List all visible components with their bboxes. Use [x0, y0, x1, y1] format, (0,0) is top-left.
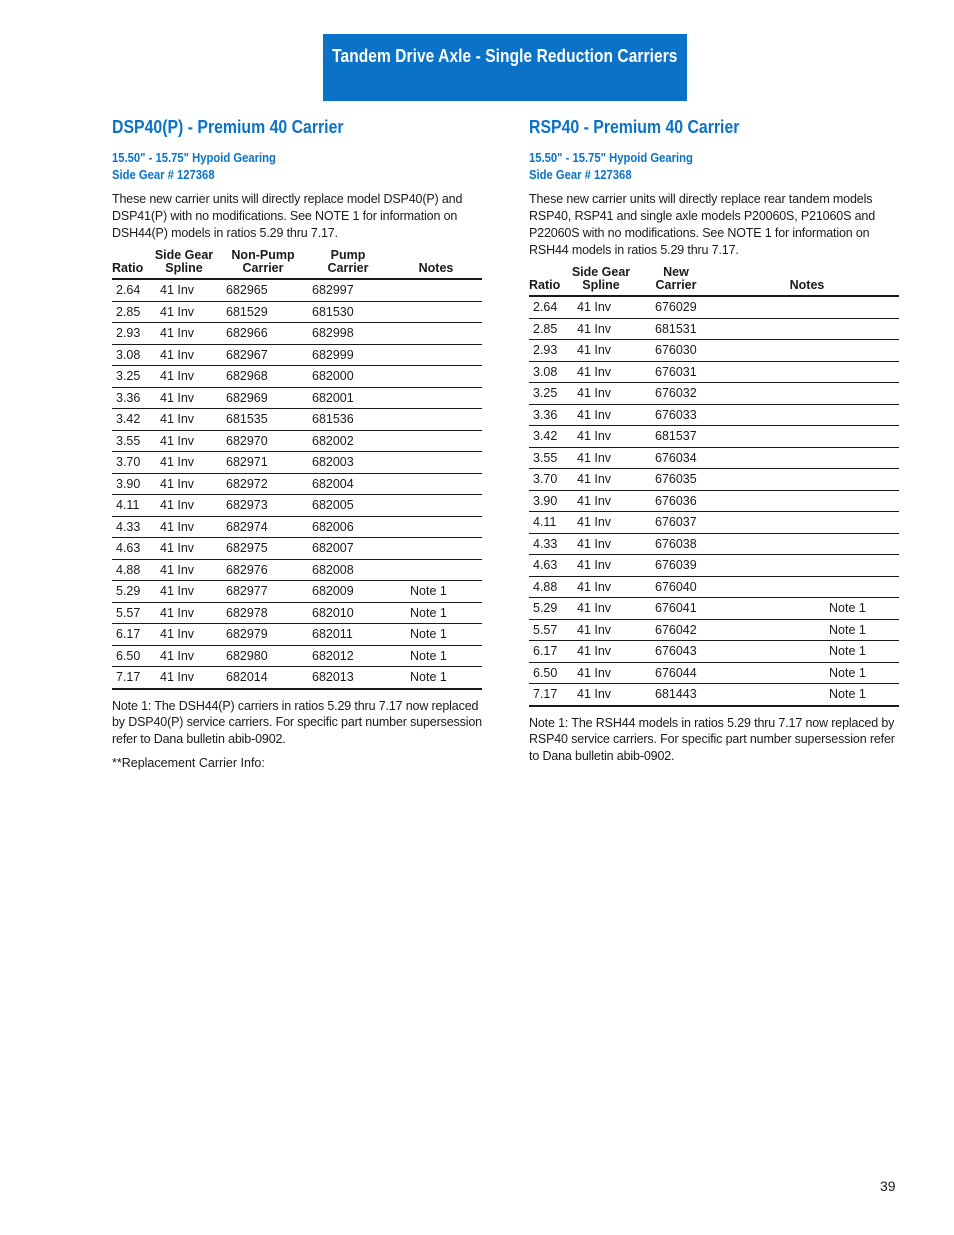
new-carrier-cell: 676030: [637, 340, 715, 362]
ratio-cell: 2.93: [529, 340, 565, 362]
non-pump-carrier-cell: 682970: [220, 430, 306, 452]
ratio-cell: 4.88: [112, 559, 148, 581]
notes-cell: [715, 533, 899, 555]
table-row: [529, 361, 899, 383]
rsp40-gearing: 15.50" - 15.75" Hypoid Gearing: [529, 151, 693, 165]
spline-cell: 41 Inv: [148, 301, 220, 323]
notes-cell: [715, 404, 899, 426]
table-row: [112, 452, 482, 474]
notes-cell: Note 1: [715, 684, 899, 706]
header-notes: Notes: [715, 266, 899, 296]
new-carrier-cell: 676037: [637, 512, 715, 534]
spline-cell: 41 Inv: [148, 559, 220, 581]
ratio-cell: 3.70: [529, 469, 565, 491]
non-pump-carrier-cell: 682971: [220, 452, 306, 474]
notes-cell: [715, 447, 899, 469]
new-carrier-cell: 676042: [637, 619, 715, 641]
table-row: [529, 296, 899, 318]
spline-cell: 41 Inv: [565, 641, 637, 663]
new-carrier-cell: 676029: [637, 296, 715, 318]
non-pump-carrier-cell: 682969: [220, 387, 306, 409]
table-row: [112, 667, 482, 689]
ratio-cell: 5.57: [112, 602, 148, 624]
table-header-row: [112, 249, 482, 279]
spline-cell: 41 Inv: [565, 662, 637, 684]
spline-cell: 41 Inv: [148, 602, 220, 624]
notes-cell: [715, 512, 899, 534]
notes-cell: [390, 452, 482, 474]
spline-cell: 41 Inv: [148, 581, 220, 603]
notes-cell: [390, 430, 482, 452]
notes-cell: Note 1: [715, 619, 899, 641]
ratio-cell: 5.29: [112, 581, 148, 603]
header-ratio: Ratio: [112, 249, 148, 279]
pump-carrier-cell: 682006: [306, 516, 390, 538]
table-row: [112, 538, 482, 560]
table-row: [529, 619, 899, 641]
table-row: [112, 279, 482, 301]
notes-cell: [715, 318, 899, 340]
ratio-cell: 3.36: [112, 387, 148, 409]
non-pump-carrier-cell: 682972: [220, 473, 306, 495]
non-pump-carrier-cell: 681535: [220, 409, 306, 431]
new-carrier-cell: 676044: [637, 662, 715, 684]
spline-cell: 41 Inv: [148, 279, 220, 301]
page-number: 39: [880, 1178, 896, 1194]
ratio-cell: 3.25: [112, 366, 148, 388]
table-row: [112, 430, 482, 452]
spline-cell: 41 Inv: [565, 576, 637, 598]
notes-cell: Note 1: [390, 667, 482, 689]
table-row: [529, 426, 899, 448]
spline-cell: 41 Inv: [148, 538, 220, 560]
pump-carrier-cell: 682003: [306, 452, 390, 474]
new-carrier-cell: 681531: [637, 318, 715, 340]
table-row: [112, 473, 482, 495]
notes-cell: [390, 516, 482, 538]
dsp40-gearing: 15.50" - 15.75" Hypoid Gearing: [112, 151, 276, 165]
ratio-cell: 4.33: [529, 533, 565, 555]
replacement-carrier-info: **Replacement Carrier Info:: [112, 756, 265, 770]
ratio-cell: 6.50: [112, 645, 148, 667]
spline-cell: 41 Inv: [148, 323, 220, 345]
header-side-gear-spline: Side Gear Spline: [148, 249, 220, 279]
rsp40-table: [529, 266, 899, 707]
spline-cell: 41 Inv: [565, 447, 637, 469]
notes-cell: Note 1: [715, 598, 899, 620]
notes-cell: [390, 323, 482, 345]
header-side-gear-spline: Side Gear Spline: [565, 266, 637, 296]
table-row: [112, 602, 482, 624]
pump-carrier-cell: 682009: [306, 581, 390, 603]
notes-cell: [390, 344, 482, 366]
ratio-cell: 5.29: [529, 598, 565, 620]
notes-cell: [390, 495, 482, 517]
table-row: [529, 684, 899, 706]
spline-cell: 41 Inv: [565, 555, 637, 577]
ratio-cell: 4.63: [529, 555, 565, 577]
spline-cell: 41 Inv: [148, 387, 220, 409]
non-pump-carrier-cell: 682973: [220, 495, 306, 517]
spline-cell: 41 Inv: [148, 516, 220, 538]
spline-cell: 41 Inv: [565, 512, 637, 534]
new-carrier-cell: 676034: [637, 447, 715, 469]
table-row: [529, 404, 899, 426]
table-row: [112, 581, 482, 603]
notes-cell: Note 1: [390, 624, 482, 646]
spline-cell: 41 Inv: [565, 490, 637, 512]
header-notes: Notes: [390, 249, 482, 279]
header-pump-carrier: Pump Carrier: [306, 249, 390, 279]
spline-cell: 41 Inv: [148, 645, 220, 667]
spline-cell: 41 Inv: [565, 619, 637, 641]
non-pump-carrier-cell: 682979: [220, 624, 306, 646]
pump-carrier-cell: 682001: [306, 387, 390, 409]
table-row: [112, 301, 482, 323]
notes-cell: Note 1: [390, 581, 482, 603]
table-row: [529, 641, 899, 663]
table-row: [112, 409, 482, 431]
table-row: [529, 469, 899, 491]
non-pump-carrier-cell: 682980: [220, 645, 306, 667]
table-row: [112, 624, 482, 646]
rsp40-note-1: Note 1: The RSH44 models in ratios 5.29 thru 7.17 now replaced by RSP40 service carriers. For specific part number supersession refer to Dana bulletin abib-0902.: [529, 715, 895, 763]
ratio-cell: 3.55: [112, 430, 148, 452]
ratio-cell: 6.17: [112, 624, 148, 646]
table-row: [112, 323, 482, 345]
notes-cell: [715, 296, 899, 318]
spline-cell: 41 Inv: [565, 296, 637, 318]
dsp40-side-gear: Side Gear # 127368: [112, 168, 215, 182]
notes-cell: [390, 301, 482, 323]
non-pump-carrier-cell: 682977: [220, 581, 306, 603]
spline-cell: 41 Inv: [565, 340, 637, 362]
rsp40-intro: These new carrier units will directly replace rear tandem models RSP40, RSP41 and single axle models P20060S, P21060S and P22060S with no modifications. See NOTE 1 for information on RSH44 models in ratios 5.29 thru 7.17.: [529, 192, 876, 257]
notes-cell: [390, 538, 482, 560]
non-pump-carrier-cell: 681529: [220, 301, 306, 323]
table-row: [529, 533, 899, 555]
spline-cell: 41 Inv: [148, 495, 220, 517]
ratio-cell: 3.25: [529, 383, 565, 405]
ratio-cell: 7.17: [529, 684, 565, 706]
rsp40-section: [529, 116, 899, 764]
spline-cell: 41 Inv: [148, 409, 220, 431]
banner-title: Tandem Drive Axle - Single Reduction Carriers: [332, 46, 678, 66]
new-carrier-cell: 676032: [637, 383, 715, 405]
notes-cell: [390, 387, 482, 409]
spline-cell: 41 Inv: [148, 473, 220, 495]
ratio-cell: 2.64: [529, 296, 565, 318]
dsp40-table: [112, 249, 482, 690]
table-row: [112, 516, 482, 538]
table-row: [112, 645, 482, 667]
spline-cell: 41 Inv: [565, 404, 637, 426]
header-ratio: Ratio: [529, 266, 565, 296]
notes-cell: [715, 555, 899, 577]
spline-cell: 41 Inv: [565, 469, 637, 491]
pump-carrier-cell: 682010: [306, 602, 390, 624]
non-pump-carrier-cell: 682014: [220, 667, 306, 689]
pump-carrier-cell: 682011: [306, 624, 390, 646]
spline-cell: 41 Inv: [148, 430, 220, 452]
pump-carrier-cell: 682005: [306, 495, 390, 517]
spline-cell: 41 Inv: [565, 426, 637, 448]
spline-cell: 41 Inv: [565, 383, 637, 405]
dsp40-title: DSP40(P) - Premium 40 Carrier: [112, 117, 344, 137]
new-carrier-cell: 676036: [637, 490, 715, 512]
ratio-cell: 2.85: [112, 301, 148, 323]
new-carrier-cell: 681537: [637, 426, 715, 448]
ratio-cell: 3.42: [112, 409, 148, 431]
notes-cell: [715, 340, 899, 362]
ratio-cell: 4.63: [112, 538, 148, 560]
notes-cell: [715, 426, 899, 448]
spline-cell: 41 Inv: [565, 598, 637, 620]
pump-carrier-cell: 682008: [306, 559, 390, 581]
non-pump-carrier-cell: 682978: [220, 602, 306, 624]
non-pump-carrier-cell: 682965: [220, 279, 306, 301]
non-pump-carrier-cell: 682976: [220, 559, 306, 581]
notes-cell: [715, 361, 899, 383]
table-row: [112, 559, 482, 581]
spline-cell: 41 Inv: [148, 366, 220, 388]
table-row: [112, 387, 482, 409]
non-pump-carrier-cell: 682974: [220, 516, 306, 538]
non-pump-carrier-cell: 682967: [220, 344, 306, 366]
notes-cell: Note 1: [715, 641, 899, 663]
ratio-cell: 3.42: [529, 426, 565, 448]
dsp40-intro: These new carrier units will directly replace model DSP40(P) and DSP41(P) with no modifications. See NOTE 1 for information on DSH44(P) models in ratios 5.29 thru 7.17.: [112, 192, 463, 240]
notes-cell: Note 1: [715, 662, 899, 684]
pump-carrier-cell: 682013: [306, 667, 390, 689]
pump-carrier-cell: 682004: [306, 473, 390, 495]
notes-cell: [715, 490, 899, 512]
notes-cell: [390, 409, 482, 431]
notes-cell: [390, 366, 482, 388]
table-row: [529, 318, 899, 340]
pump-carrier-cell: 682007: [306, 538, 390, 560]
spline-cell: 41 Inv: [148, 624, 220, 646]
ratio-cell: 2.85: [529, 318, 565, 340]
spline-cell: 41 Inv: [565, 361, 637, 383]
spline-cell: 41 Inv: [565, 533, 637, 555]
spline-cell: 41 Inv: [148, 344, 220, 366]
pump-carrier-cell: 682012: [306, 645, 390, 667]
table-row: [529, 576, 899, 598]
ratio-cell: 4.88: [529, 576, 565, 598]
section-banner: [323, 34, 687, 101]
new-carrier-cell: 676035: [637, 469, 715, 491]
spline-cell: 41 Inv: [565, 684, 637, 706]
table-row: [529, 340, 899, 362]
table-row: [529, 662, 899, 684]
new-carrier-cell: 676031: [637, 361, 715, 383]
dsp40-note-1: Note 1: The DSH44(P) carriers in ratios 5.29 thru 7.17 now replaced by DSP40(P) service carriers. For specific part number supersession refer to Dana bulletin abib-0902.: [112, 698, 482, 746]
ratio-cell: 3.36: [529, 404, 565, 426]
notes-cell: Note 1: [390, 602, 482, 624]
ratio-cell: 3.08: [529, 361, 565, 383]
spline-cell: 41 Inv: [148, 452, 220, 474]
ratio-cell: 3.90: [112, 473, 148, 495]
ratio-cell: 3.70: [112, 452, 148, 474]
spline-cell: 41 Inv: [148, 667, 220, 689]
ratio-cell: 2.64: [112, 279, 148, 301]
pump-carrier-cell: 682998: [306, 323, 390, 345]
ratio-cell: 3.55: [529, 447, 565, 469]
ratio-cell: 4.33: [112, 516, 148, 538]
pump-carrier-cell: 682000: [306, 366, 390, 388]
table-row: [112, 495, 482, 517]
new-carrier-cell: 676039: [637, 555, 715, 577]
table-row: [529, 598, 899, 620]
table-row: [529, 490, 899, 512]
spline-cell: 41 Inv: [565, 318, 637, 340]
ratio-cell: 3.08: [112, 344, 148, 366]
table-row: [529, 512, 899, 534]
dsp40-section: [112, 116, 482, 771]
table-row: [529, 555, 899, 577]
ratio-cell: 4.11: [529, 512, 565, 534]
pump-carrier-cell: 681530: [306, 301, 390, 323]
notes-cell: [390, 279, 482, 301]
new-carrier-cell: 681443: [637, 684, 715, 706]
table-row: [112, 366, 482, 388]
pump-carrier-cell: 682002: [306, 430, 390, 452]
ratio-cell: 2.93: [112, 323, 148, 345]
pump-carrier-cell: 682997: [306, 279, 390, 301]
ratio-cell: 6.50: [529, 662, 565, 684]
pump-carrier-cell: 682999: [306, 344, 390, 366]
ratio-cell: 6.17: [529, 641, 565, 663]
new-carrier-cell: 676040: [637, 576, 715, 598]
notes-cell: [390, 559, 482, 581]
non-pump-carrier-cell: 682968: [220, 366, 306, 388]
notes-cell: [390, 473, 482, 495]
non-pump-carrier-cell: 682966: [220, 323, 306, 345]
ratio-cell: 5.57: [529, 619, 565, 641]
ratio-cell: 4.11: [112, 495, 148, 517]
pump-carrier-cell: 681536: [306, 409, 390, 431]
new-carrier-cell: 676038: [637, 533, 715, 555]
new-carrier-cell: 676043: [637, 641, 715, 663]
ratio-cell: 3.90: [529, 490, 565, 512]
non-pump-carrier-cell: 682975: [220, 538, 306, 560]
table-row: [529, 447, 899, 469]
rsp40-side-gear: Side Gear # 127368: [529, 168, 632, 182]
notes-cell: [715, 383, 899, 405]
rsp40-title: RSP40 - Premium 40 Carrier: [529, 117, 740, 137]
header-non-pump-carrier: Non-Pump Carrier: [220, 249, 306, 279]
notes-cell: [715, 469, 899, 491]
new-carrier-cell: 676041: [637, 598, 715, 620]
header-new-carrier: New Carrier: [637, 266, 715, 296]
new-carrier-cell: 676033: [637, 404, 715, 426]
table-header-row: [529, 266, 899, 296]
notes-cell: Note 1: [390, 645, 482, 667]
table-row: [529, 383, 899, 405]
ratio-cell: 7.17: [112, 667, 148, 689]
notes-cell: [715, 576, 899, 598]
table-row: [112, 344, 482, 366]
